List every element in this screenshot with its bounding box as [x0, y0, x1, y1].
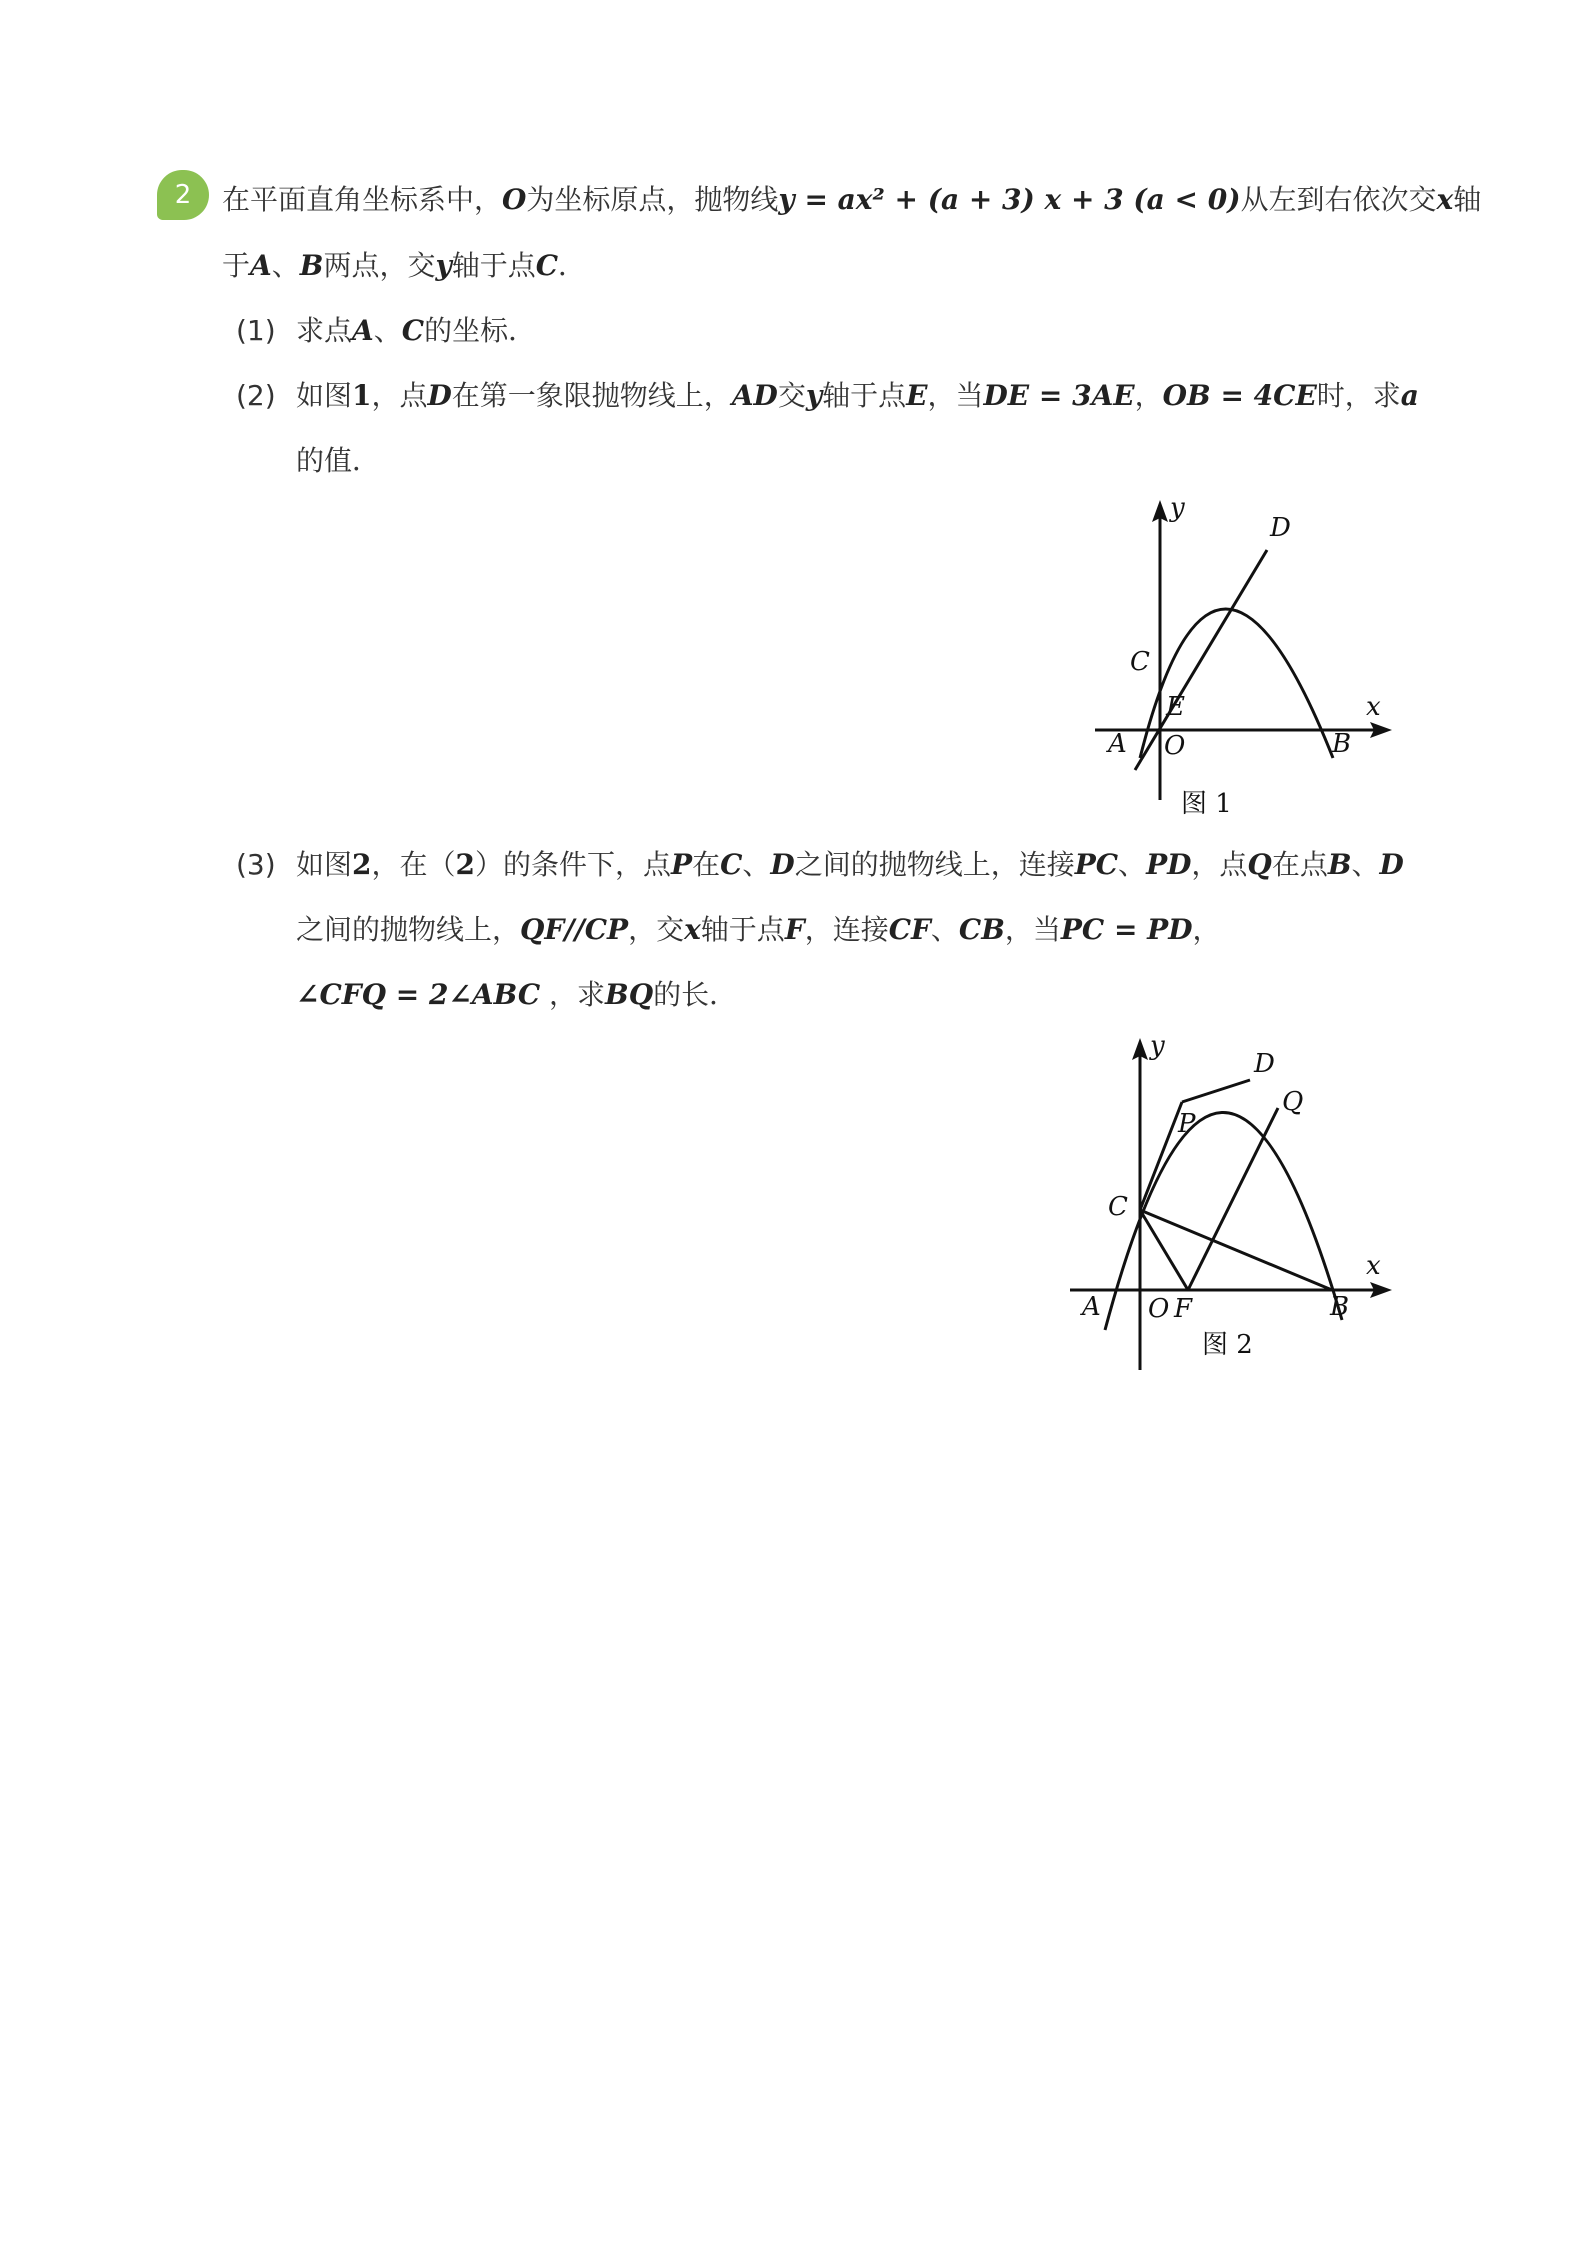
label-y: y [1170, 493, 1185, 523]
label-f: F [1174, 1294, 1193, 1324]
stem-text: 轴 [1453, 183, 1482, 216]
segment-ad [1135, 550, 1267, 770]
q-text: ）的条件下，点 [475, 848, 672, 881]
problem-stem-line-1 [222, 180, 1481, 220]
stem-text: 、 [271, 249, 300, 282]
segment-cf [1140, 1210, 1188, 1290]
label-a: A [1108, 729, 1127, 759]
figure-ref: 1 [352, 379, 372, 412]
math-var: AD [731, 379, 778, 412]
math-var: Q [1247, 848, 1272, 881]
segment-pd [1182, 1080, 1250, 1102]
question-1-number: (1) [236, 314, 276, 347]
q-text: ，交 [628, 913, 685, 946]
figure-2-caption: 图 2 [1202, 1330, 1253, 1360]
math-var: PC [1074, 848, 1119, 881]
math-var: x [1436, 183, 1454, 216]
math-condition: QF//CP [520, 913, 629, 946]
stem-text: 在平面直角坐标系中， [222, 183, 503, 216]
math-var: x [684, 913, 701, 946]
math-var: PD [1146, 848, 1192, 881]
q-text: 在 [692, 848, 721, 881]
q-text: ， [1192, 913, 1221, 946]
question-3-number: (3) [236, 848, 276, 881]
math-var: A [352, 314, 374, 347]
q-text: 在第一象限抛物线上， [451, 379, 732, 412]
math-var: C [401, 314, 425, 347]
segment-cb [1140, 1210, 1332, 1290]
q-text: 的长． [653, 978, 738, 1011]
q-text: ，点 [1191, 848, 1248, 881]
stem-text: 为坐标原点，抛物线 [526, 183, 779, 216]
figure-2 [1060, 1030, 1410, 1380]
math-var: P [671, 848, 693, 881]
question-2-text-line-2: 的值． [296, 444, 381, 477]
stem-text: 于 [222, 249, 251, 282]
problem-stem-line-2 [222, 246, 586, 286]
label-d: D [1270, 513, 1291, 543]
math-var: A [250, 249, 272, 282]
q-text: 之间的抛物线上，连接 [794, 848, 1075, 881]
figure-1-caption: 图 1 [1181, 789, 1232, 819]
label-d: D [1254, 1049, 1275, 1079]
q-text: 、 [1118, 848, 1147, 881]
question-1-text [296, 311, 536, 351]
math-var: D [427, 379, 452, 412]
q-text: 、 [930, 913, 959, 946]
q-text: ，求 [540, 978, 606, 1011]
q-text: 如图 [296, 848, 353, 881]
math-var: F [784, 913, 805, 946]
q-text: 轴于点 [822, 379, 907, 412]
math-var: D [1379, 848, 1404, 881]
label-b: B [1332, 729, 1352, 759]
label-c: C [1130, 647, 1150, 677]
parabola-equation: y = ax² + (a + 3) x + 3 (a < 0) [778, 183, 1241, 216]
label-p: P [1178, 1109, 1196, 1139]
math-condition: OB = 4CE [1162, 379, 1317, 412]
math-condition: DE = 3AE [983, 379, 1135, 412]
q-text: ， [1134, 379, 1163, 412]
q-text: 时，求 [1316, 379, 1401, 412]
stem-text: 从左到右依次交 [1240, 183, 1437, 216]
q-text: 求点 [296, 314, 353, 347]
math-condition: ∠CFQ = 2∠ABC [296, 978, 541, 1011]
math-var: B [299, 249, 324, 282]
question-3-text-line-3 [296, 975, 737, 1015]
label-q: Q [1282, 1087, 1304, 1117]
segment-cp [1140, 1102, 1182, 1210]
q-text: ，点 [371, 379, 428, 412]
q-text: 之间的抛物线上， [296, 913, 521, 946]
math-var: CB [958, 913, 1005, 946]
question-2-text-line-1 [296, 376, 1419, 416]
figure-ref: 2 [352, 848, 372, 881]
math-var: E [906, 379, 928, 412]
problem-number-badge: 2 [157, 170, 209, 220]
q-text: 在点 [1271, 848, 1328, 881]
label-o: O [1148, 1294, 1170, 1324]
q-text: ，连接 [804, 913, 889, 946]
stem-text: 两点，交 [323, 249, 436, 282]
stem-text: ． [558, 249, 587, 282]
label-e: E [1166, 692, 1185, 722]
q-text: 、 [373, 314, 402, 347]
q-text: ，在（ [371, 848, 456, 881]
q-text: ，当 [927, 379, 984, 412]
math-condition: PC = PD [1060, 913, 1193, 946]
q-text: 交 [777, 379, 806, 412]
label-o: O [1164, 731, 1186, 761]
label-c: C [1108, 1192, 1128, 1222]
q-text: 如图 [296, 379, 353, 412]
math-var: B [1327, 848, 1352, 881]
q-text: 的坐标． [424, 314, 537, 347]
math-var: D [770, 848, 795, 881]
question-ref: 2 [455, 848, 475, 881]
math-var: CF [888, 913, 931, 946]
math-var: y [435, 249, 452, 282]
label-b: B [1330, 1292, 1350, 1322]
math-var: C [720, 848, 743, 881]
label-x: x [1366, 692, 1381, 722]
math-var: y [805, 379, 823, 412]
math-var: O [502, 183, 527, 216]
math-var: BQ [605, 978, 654, 1011]
label-x: x [1366, 1251, 1381, 1281]
question-2-number: (2) [236, 379, 276, 412]
q-text: 、 [742, 848, 771, 881]
q-text: ，当 [1004, 913, 1061, 946]
question-3-text-line-2 [296, 910, 1221, 950]
label-a: A [1082, 1292, 1101, 1322]
q-text: 、 [1351, 848, 1380, 881]
question-3-text-line-1 [296, 845, 1404, 885]
q-text: 轴于点 [700, 913, 785, 946]
math-var: a [1400, 379, 1419, 412]
math-var: C [535, 249, 559, 282]
figure-1 [1080, 490, 1410, 830]
stem-text: 轴于点 [451, 249, 536, 282]
label-y: y [1150, 1031, 1165, 1061]
